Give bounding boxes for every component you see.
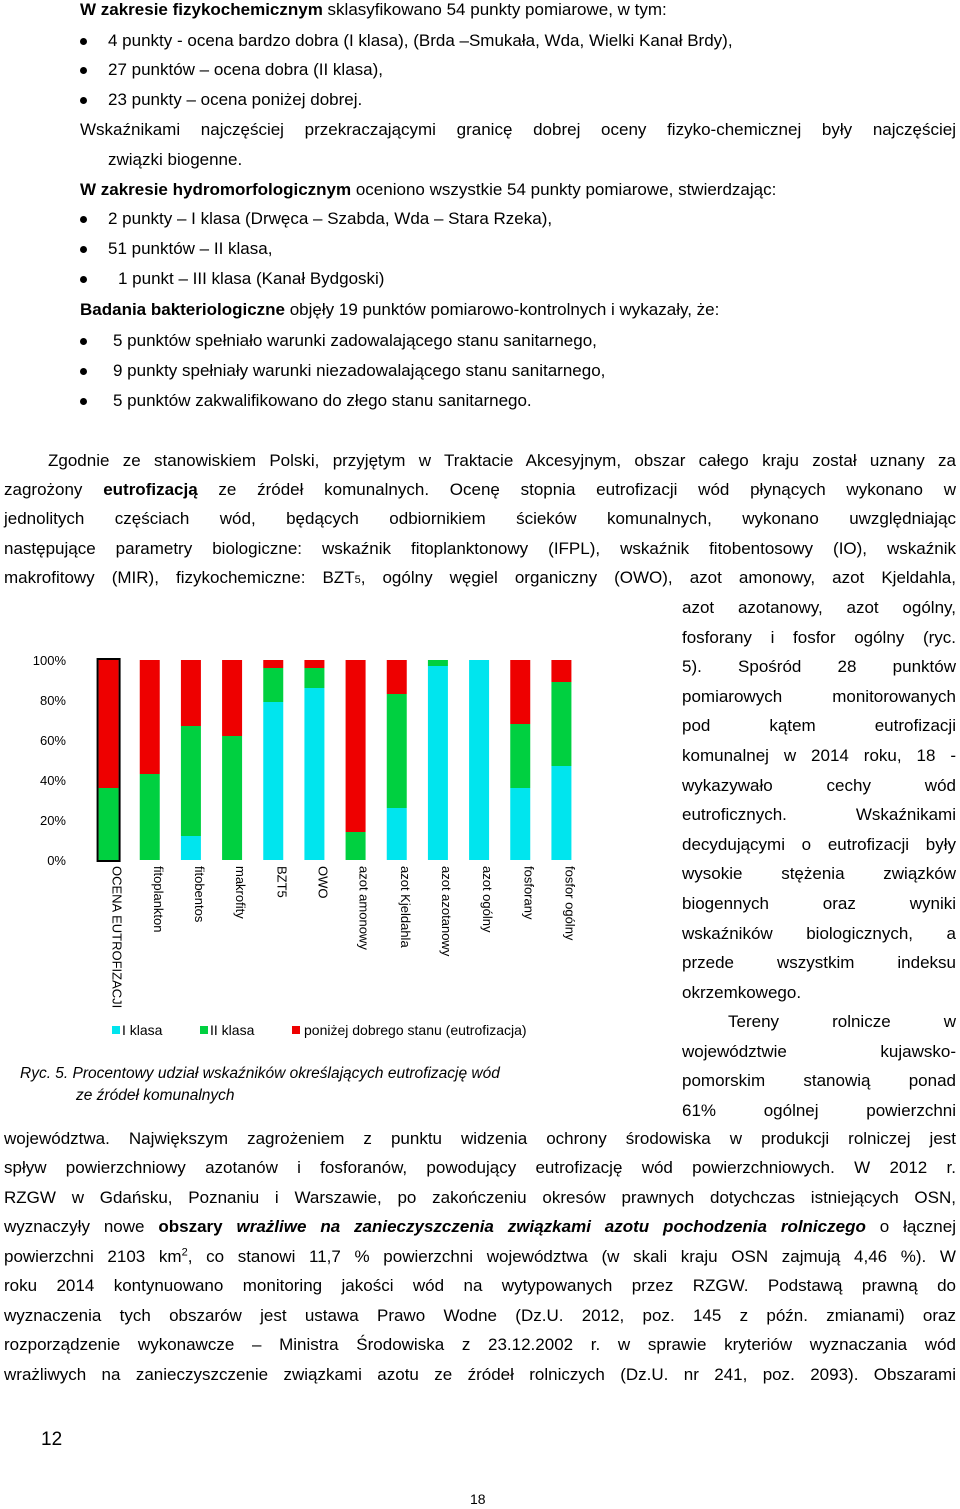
bullet-icon bbox=[80, 246, 87, 253]
section2-intro bbox=[80, 180, 776, 200]
bar-segment-3 bbox=[181, 660, 201, 726]
section3-intro-rest: objęły 19 punktów pomiarowo-kontrolnych i wykazały, że: bbox=[285, 300, 720, 319]
side-column-line: wykazywało cechy wód bbox=[682, 775, 956, 795]
agri-line-1: województwa. Największym zagrożeniem z punktu widzenia ochrony środowiska w produkcji rolniczej jest bbox=[4, 1129, 956, 1148]
bar-segment-3 bbox=[510, 660, 530, 724]
euto-line-5-post: , ogólny węgiel organiczny (OWO), azot amonowy, azot Kjeldahla, bbox=[360, 568, 956, 587]
section2-intro-bold: W zakresie hydromorfologicznym bbox=[80, 180, 352, 199]
side-column-line: wysokie stężenia związków bbox=[682, 864, 956, 884]
agri-line-6: roku 2014 kontynuowano monitoring jakości wód na wytypowanych przez RZGW. Podstawą prawną do bbox=[4, 1276, 956, 1295]
x-tick-label: makrofity bbox=[233, 866, 249, 919]
bullet-icon bbox=[80, 276, 87, 283]
section1-bullet-1: 4 punkty - ocena bardzo dobra (I klasa), (Brda –Smukała, Wda, Wielki Kanał Brdy), bbox=[108, 31, 733, 50]
bar-segment-3 bbox=[222, 660, 242, 736]
x-tick-label: fitobentos bbox=[191, 866, 207, 923]
bar-segment-2 bbox=[551, 682, 571, 766]
euto-line-5 bbox=[4, 568, 956, 590]
euto-line-3: jednolitych częściach wód, będących odbiornikiem ścieków komunalnych, wykonano uwzględniając bbox=[4, 509, 956, 528]
side-column-line: okrzemkowego. bbox=[682, 982, 802, 1002]
section3-bullet-3: 5 punktów zakwalifikowano do złego stanu sanitarnego. bbox=[113, 391, 532, 410]
section1-intro-rest: sklasyfikowano 54 punkty pomiarowe, w tym: bbox=[322, 0, 667, 19]
bar-segment-3 bbox=[140, 660, 160, 774]
x-tick-label: azot ogólny bbox=[480, 866, 496, 933]
bar-segment-2 bbox=[346, 832, 366, 860]
bar-segment-2 bbox=[99, 788, 119, 860]
legend-label-class-2: II klasa bbox=[210, 1022, 255, 1038]
bullet-icon bbox=[80, 97, 87, 104]
agri-line-9: wrażliwych na zanieczyszczenie związkami azotu ze źródeł rolniczych (Dz.U. nr 241, poz. 2093). Obszarami bbox=[4, 1365, 956, 1384]
side-column-line: azot azotanowy, azot ogólny, bbox=[682, 598, 956, 617]
euto-line-5-pre: makrofitowy (MIR), fizykochemiczne: BZT bbox=[4, 568, 355, 587]
side-column2-line: 61% ogólnej powierzchni bbox=[682, 1100, 956, 1120]
bullet-icon bbox=[80, 67, 87, 74]
bar-segment-1 bbox=[551, 766, 571, 860]
page-number-inner: 12 bbox=[41, 1429, 63, 1450]
agri-line-4 bbox=[4, 1217, 956, 1237]
side-column-line: pod kątem eutrofizacji bbox=[682, 716, 956, 736]
side-column-line: decydującymi o eutrofizacji były bbox=[682, 834, 956, 854]
section3-intro bbox=[80, 300, 719, 320]
x-tick-label: OWO bbox=[315, 866, 331, 899]
eutrophication-chart bbox=[0, 640, 600, 1025]
agri-line-5-post: , co stanowi 11,7 % powierzchni województwa (w skali kraju OSN zajmują 4,46 %). W bbox=[187, 1247, 956, 1266]
x-tick-label: fosfor ogólny bbox=[562, 866, 578, 941]
section1-intro bbox=[80, 0, 667, 20]
section3-intro-bold: Badania bakteriologiczne bbox=[80, 300, 285, 319]
bar-segment-1 bbox=[263, 702, 283, 860]
section1-note-line1: Wskaźnikami najczęściej przekraczającymi granicę dobrej oceny fizyko-chemicznej były najczęściej bbox=[80, 120, 956, 139]
bullet-icon bbox=[80, 38, 87, 45]
side-column-line: przede wszystkim indeksu bbox=[682, 953, 956, 973]
legend-swatch-class-2 bbox=[200, 1026, 208, 1034]
bar-segment-2 bbox=[510, 724, 530, 788]
x-tick-label: azot amonowy bbox=[356, 866, 372, 950]
side-column-line: eutroficznych. Wskaźnikami bbox=[682, 805, 956, 825]
bar-segment-3 bbox=[551, 660, 571, 682]
bullet-icon bbox=[80, 368, 87, 375]
bar-segment-2 bbox=[428, 660, 448, 666]
euto-term-bold: eutrofizacją bbox=[103, 480, 198, 499]
section3-bullet-1: 5 punktów spełniało warunki zadowalającego stanu sanitarnego, bbox=[113, 331, 597, 350]
legend-swatch-below-good bbox=[292, 1026, 300, 1034]
bar-segment-2 bbox=[140, 774, 160, 860]
agri-line-3: RZGW w Gdańsku, Poznaniu i Warszawie, po zakończeniu okresów prawnych dotychczas istniejących OSN, bbox=[4, 1188, 956, 1207]
bar-segment-3 bbox=[387, 660, 407, 694]
side-column2-line: województwie kujawsko- bbox=[682, 1041, 956, 1061]
legend-label-below-good: poniżej dobrego stanu (eutrofizacja) bbox=[304, 1022, 527, 1038]
section3-bullet-2: 9 punkty spełniały warunki niezadowalającego stanu sanitarnego, bbox=[113, 361, 606, 380]
bullet-icon bbox=[80, 398, 87, 405]
x-tick-label: azot azotanowy bbox=[438, 866, 454, 957]
side-column-line: pomiarowych monitorowanych bbox=[682, 686, 956, 706]
agri-line-7: wyznaczenia tych obszarów jest ustawa Prawo Wodne (Dz.U. 2012, poz. 145 z późn. zmianami) oraz bbox=[4, 1306, 956, 1325]
section2-intro-rest: oceniono wszystkie 54 punkty pomiarowe, stwierdzając: bbox=[351, 180, 777, 199]
agri-line-4-post: o łącznej bbox=[879, 1217, 956, 1236]
bar-segment-2 bbox=[387, 694, 407, 808]
agri-term-bold: obszary bbox=[158, 1217, 223, 1236]
bar-segment-1 bbox=[510, 788, 530, 860]
euto-line-2-post: ze źródeł komunalnych. Ocenę stopnia eutrofizacji wód płynących wykonano w bbox=[218, 480, 956, 499]
x-tick-label: OCENA EUTROFIZACJI bbox=[109, 866, 125, 1009]
section2-bullet-1: 2 punkty – I klasa (Drwęca – Szabda, Wda – Stara Rzeka), bbox=[108, 209, 553, 228]
side-column-line: biogennych oraz wyniki bbox=[682, 894, 956, 913]
section1-bullet-3: 23 punkty – ocena poniżej dobrej. bbox=[108, 90, 363, 109]
section1-bullet-2: 27 punktów – ocena dobra (II klasa), bbox=[108, 60, 383, 79]
bullet-icon bbox=[80, 216, 87, 223]
section2-bullet-2: 51 punktów – II klasa, bbox=[108, 239, 273, 258]
bar-segment-3 bbox=[263, 660, 283, 668]
agri-line-4-pre: wyznaczyły nowe bbox=[4, 1217, 145, 1236]
bar-segment-2 bbox=[263, 668, 283, 702]
side-column2-line: Tereny rolnicze w bbox=[728, 1012, 956, 1031]
bar-segment-3 bbox=[346, 660, 366, 832]
euto-line-2 bbox=[4, 480, 956, 500]
section1-note-line2: związki biogenne. bbox=[108, 150, 243, 169]
agri-line-8: rozporządzenie wykonawcze – Ministra Środowiska z 23.12.2002 r. w sprawie kryteriów wyznaczania wód bbox=[4, 1335, 956, 1354]
y-tick-label: 40% bbox=[39, 773, 66, 788]
agri-term-bolditalic: wrażliwe na zanieczyszczenia związkami azotu pochodzenia rolniczego bbox=[236, 1217, 866, 1236]
bar-segment-1 bbox=[469, 660, 489, 860]
legend-label-class-1: I klasa bbox=[122, 1022, 163, 1038]
y-tick-label: 100% bbox=[32, 653, 66, 668]
agri-line-2: spływ powierzchniowy azotanów i fosforanów, powodujący eutrofizację wód powierzchniowych. W 2012 r. bbox=[4, 1158, 956, 1177]
figure-caption-line-1: Ryc. 5. Procentowy udział wskaźników określających eutrofizację wód bbox=[20, 1065, 500, 1082]
y-tick-label: 60% bbox=[39, 733, 66, 748]
y-tick-label: 80% bbox=[39, 693, 66, 708]
bar-segment-1 bbox=[387, 808, 407, 860]
bar-segment-1 bbox=[428, 666, 448, 860]
bar-segment-3 bbox=[304, 660, 324, 668]
x-tick-label: azot Kjeldahla bbox=[397, 866, 413, 948]
x-tick-label: fitoplankton bbox=[150, 866, 166, 933]
figure-caption-line-2: ze źródeł komunalnych bbox=[76, 1087, 235, 1104]
y-tick-label: 0% bbox=[47, 853, 66, 868]
legend-swatch-class-1 bbox=[112, 1026, 120, 1034]
bar-segment-2 bbox=[304, 668, 324, 688]
section2-bullet-3: 1 punkt – III klasa (Kanał Bydgoski) bbox=[118, 269, 385, 288]
bar-segment-2 bbox=[181, 726, 201, 836]
bar-segment-2 bbox=[222, 736, 242, 860]
side-column-line: komunalnej w 2014 roku, 18 - bbox=[682, 746, 956, 765]
bar-segment-1 bbox=[304, 688, 324, 860]
side-column2-line: pomorskim stanowią ponad bbox=[682, 1071, 956, 1091]
x-tick-label: fosforany bbox=[521, 866, 537, 920]
side-column-line: 5). Spośród 28 punktów bbox=[682, 657, 956, 677]
bullet-icon bbox=[80, 338, 87, 345]
bar-segment-3 bbox=[99, 660, 119, 788]
agri-line-5-pre: powierzchni 2103 km bbox=[4, 1247, 182, 1266]
euto-line-5-sub: 5 bbox=[354, 574, 361, 586]
side-column-line: wskaźników biologicznych, a bbox=[682, 923, 956, 943]
y-tick-label: 20% bbox=[39, 813, 66, 828]
agri-line-5 bbox=[4, 1247, 956, 1267]
bar-segment-1 bbox=[181, 836, 201, 860]
page-number-outer: 18 bbox=[470, 1491, 486, 1507]
euto-line-1: Zgodnie ze stanowiskiem Polski, przyjętym w Traktacie Akcesyjnym, obszar całego kraju został uznany za bbox=[48, 451, 956, 470]
section1-intro-bold: W zakresie fizykochemicznym bbox=[80, 0, 323, 19]
x-tick-label: BZT5 bbox=[274, 866, 290, 898]
euto-line-4: następujące parametry biologiczne: wskaźnik fitoplanktonowy (IFPL), wskaźnik fitobentosowy (IO), wskaźnik bbox=[4, 539, 956, 558]
euto-line-2-pre: zagrożony bbox=[4, 480, 83, 499]
agri-line-5-sup: 2 bbox=[181, 1246, 188, 1259]
side-column-line: fosforany i fosfor ogólny (ryc. bbox=[682, 627, 956, 647]
